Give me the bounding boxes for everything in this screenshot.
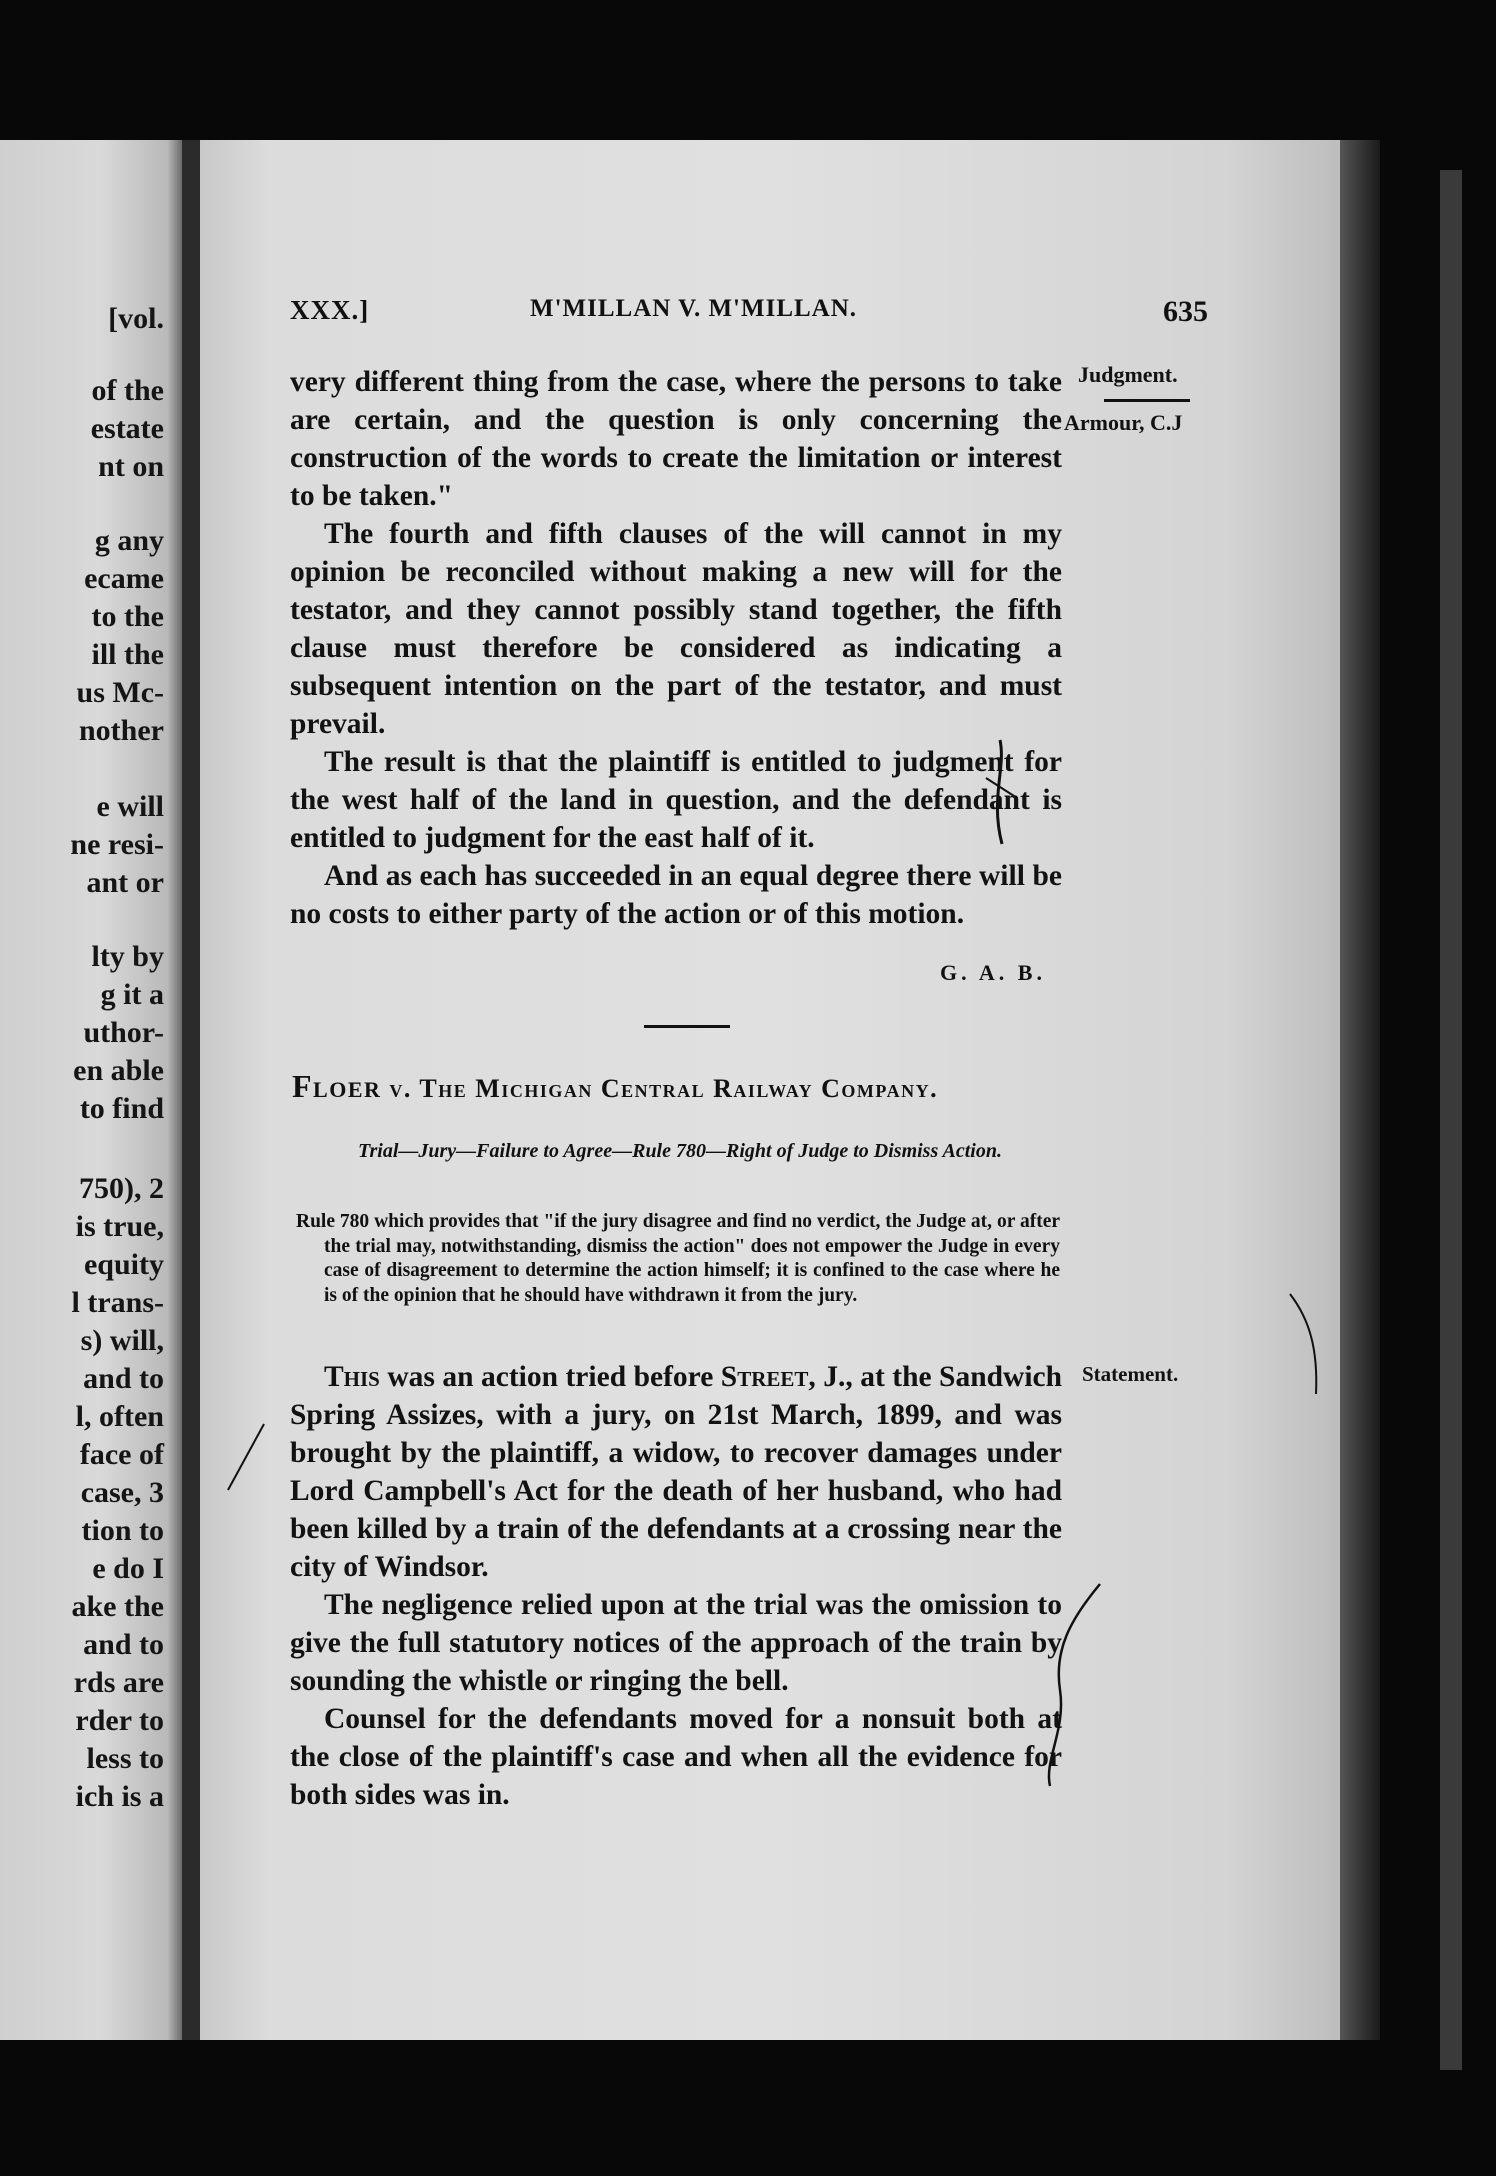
left-page-line-fragment: nother [79, 714, 164, 747]
headnote-text: Rule 780 which provides that "if the jury disagree and find no verdict, the Judge at, or after the trial may, notwithstanding, dismiss the action" does not empower the Judge in every case of disagreement to determine the action himself; it is confined to the case where he is of the opinion that he should have withdrawn it from the jury. [296, 1211, 1060, 1306]
case-title-word: Company. [821, 1074, 939, 1103]
left-page-running-head: [vol. [108, 302, 164, 335]
left-page-line-fragment: l trans- [71, 1286, 164, 1319]
page-edge-shadow [1340, 140, 1380, 2040]
catchwords: Trial—Jury—Failure to Agree—Rule 780—Right of Judge to Dismiss Action. [358, 1140, 1002, 1162]
running-head-volume: XXX.] [290, 295, 370, 325]
left-page-line-fragment: case, 3 [80, 1476, 164, 1509]
page-number: 635 [1163, 295, 1208, 328]
pen-mark [980, 738, 1020, 848]
opinion-text [290, 363, 1062, 933]
margin-note-judgment: Judgment. [1078, 362, 1178, 387]
left-page-line-fragment: to find [79, 1092, 164, 1125]
margin-note-statement: Statement. [1082, 1362, 1179, 1386]
judge-name: Street [720, 1361, 809, 1393]
case-title-word: Central [600, 1074, 706, 1103]
margin-note-rule [1104, 399, 1190, 402]
left-page-line-fragment: ecame [84, 562, 164, 595]
left-page-line-fragment: g it a [100, 978, 164, 1011]
left-page-line-fragment: e do I [92, 1552, 164, 1585]
left-page-line-fragment: g any [94, 524, 164, 557]
pen-mark [220, 1420, 270, 1500]
pen-mark [1040, 1580, 1110, 1790]
statement-text-run: was an action tried before [387, 1361, 714, 1393]
left-page-line-fragment: en able [73, 1054, 164, 1087]
left-page-line-fragment: rds are [73, 1666, 164, 1699]
left-page-line-fragment: us Mc- [76, 676, 164, 709]
pen-mark [1286, 1290, 1326, 1400]
left-page-line-fragment: and to [83, 1628, 164, 1661]
left-page-line-fragment: l, often [75, 1400, 164, 1433]
left-page-line-fragment: ich is a [75, 1780, 164, 1813]
left-page-line-fragment: nt on [98, 450, 164, 483]
case-title-word: Michigan [475, 1074, 593, 1103]
left-page-line-fragment: of the [91, 374, 164, 407]
section-divider [644, 1025, 730, 1028]
left-facing-page [0, 140, 182, 2040]
opinion-paragraph: The result is that the plaintiff is entitled to judgment for the west half of the land in question, and the defendant is entitled to judgment for the east half of it. [290, 746, 1062, 854]
left-page-line-fragment: ant or [86, 866, 164, 899]
left-page-line-fragment: ake the [71, 1590, 164, 1623]
statement-paragraph: The negligence relied upon at the trial was the omission to give the full statutory notices of the approach of the train by sounding the whistle or ringing the bell. [290, 1589, 1062, 1697]
reporter-initials: G. A. B. [940, 960, 1046, 985]
case-title [292, 1068, 1064, 1105]
left-page-line-fragment: tion to [81, 1514, 164, 1547]
left-page-line-fragment: to the [91, 600, 164, 633]
scanner-edge [1440, 170, 1462, 2070]
left-page-line-fragment: is true, [75, 1210, 164, 1243]
left-page-line-fragment: e will [96, 790, 164, 823]
left-page-line-fragment: ne resi- [70, 828, 164, 861]
opinion-paragraph: very different thing from the case, where the persons to take are certain, and the question is only concerning the construction of the words to create the limitation or interest to be taken." [290, 366, 1062, 512]
left-page-line-fragment: ill the [91, 638, 164, 671]
case-title-word: Railway [713, 1074, 814, 1103]
statement-paragraph: Counsel for the defendants moved for a nonsuit both at the close of the plaintiff's case and when all the evidence for both sides was in. [290, 1703, 1062, 1811]
statement-lead-word: This [324, 1361, 380, 1393]
left-page-line-fragment: rder to [75, 1704, 164, 1737]
statement-text [290, 1358, 1062, 1814]
case-title-v: v. The [389, 1074, 468, 1103]
left-page-line-fragment: uthor- [83, 1016, 164, 1049]
case-title-plaintiff: Floer [292, 1068, 382, 1104]
headnote [296, 1210, 1060, 1308]
left-page-line-fragment: lty by [91, 940, 164, 973]
opinion-paragraph: And as each has succeeded in an equal degree there will be no costs to either party of the action or of this motion. [290, 860, 1062, 930]
left-page-line-fragment: equity [83, 1248, 164, 1281]
statement-text-run: , J., at the Sandwich Spring Assizes, with a jury, on 21st March, 1899, and was brought by the plaintiff, a widow, to recover damages under Lord Campbell's Act for the death of her husband, who had been killed by a train of the defendants at a crossing near the city of Windsor. [290, 1361, 1063, 1583]
book-gutter [182, 140, 200, 2040]
left-page-line-fragment: 750), 2 [79, 1172, 164, 1205]
left-page-line-fragment: face of [79, 1438, 164, 1471]
left-page-line-fragment: s) will, [80, 1324, 164, 1357]
opinion-paragraph: The fourth and fifth clauses of the will cannot in my opinion be reconciled without making a new will for the testator, and they cannot possibly stand together, the fifth clause must therefore be considered as indicating a subsequent intention on the part of the testator, and must prevail. [290, 518, 1062, 740]
statement-paragraph [290, 1358, 1062, 1586]
margin-note-judge: Armour, C.J [1064, 410, 1183, 435]
left-page-line-fragment: and to [83, 1362, 164, 1395]
left-page-line-fragment: less to [86, 1742, 164, 1775]
left-page-line-fragment: estate [90, 412, 164, 445]
running-head-title: M'MILLAN V. M'MILLAN. [530, 295, 858, 322]
